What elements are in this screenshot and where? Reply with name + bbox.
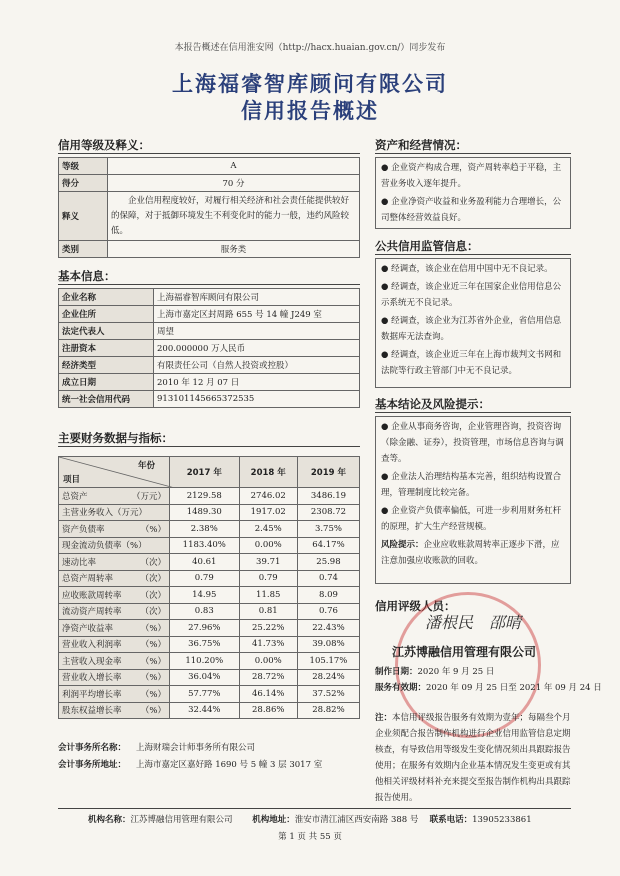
basic-label: 法定代表人 bbox=[59, 323, 154, 340]
rater-company: 江苏博融信用管理有限公司 bbox=[392, 645, 537, 659]
finance-value: 57.77% bbox=[170, 686, 240, 703]
finance-item-label bbox=[59, 537, 170, 554]
finance-item-unit: （%） bbox=[140, 706, 166, 717]
rater-signature: 潘根民 邵晴 bbox=[425, 613, 522, 632]
public-item: ● 经调查，该企业为江苏省外企业，省信用信息数据库无法查询。 bbox=[381, 316, 562, 342]
table-row bbox=[59, 289, 360, 306]
finance-table-body bbox=[59, 488, 360, 719]
report-title: 信用报告概述 bbox=[241, 98, 379, 123]
finance-value: 40.61 bbox=[170, 554, 240, 571]
note-block bbox=[375, 710, 571, 806]
table-row bbox=[59, 175, 360, 192]
basic-label: 企业名称 bbox=[59, 289, 154, 306]
rating-grade: A bbox=[108, 158, 360, 175]
finance-value: 25.98 bbox=[297, 554, 359, 571]
finance-item-label bbox=[59, 686, 170, 703]
finance-item-label bbox=[59, 636, 170, 653]
finance-item-label bbox=[59, 587, 170, 604]
finance-item-unit: （次） bbox=[140, 607, 166, 618]
assets-item: ● 企业资产构成合理，资产周转率趋于平稳，主营业务收入逐年提升。 bbox=[381, 163, 562, 189]
public-heading: 公共信用监管信息： bbox=[375, 239, 479, 253]
year-header: 2019 年 bbox=[297, 457, 359, 488]
rating-label: 得分 bbox=[59, 175, 108, 192]
rater-heading: 信用评级人员： bbox=[375, 599, 456, 613]
divider bbox=[58, 446, 360, 447]
finance-value: 2.38% bbox=[170, 521, 240, 538]
table-row bbox=[59, 323, 360, 340]
table-row bbox=[59, 587, 360, 604]
basic-value: 上海市嘉定区封周路 655 号 14 幢 J249 室 bbox=[154, 306, 360, 323]
finance-item-unit: （次） bbox=[140, 557, 166, 568]
finance-item-label bbox=[59, 702, 170, 719]
basic-label: 统一社会信用代码 bbox=[59, 391, 154, 408]
corner-item: 项目 bbox=[63, 475, 81, 485]
rating-heading: 信用等级及释义： bbox=[58, 138, 150, 152]
finance-item-unit: （%） bbox=[140, 689, 166, 700]
finance-value: 0.00% bbox=[239, 537, 297, 554]
finance-value: 0.00% bbox=[239, 653, 297, 670]
basic-label: 经济类型 bbox=[59, 357, 154, 374]
basic-label: 成立日期 bbox=[59, 374, 154, 391]
table-row bbox=[59, 686, 360, 703]
table-row bbox=[59, 702, 360, 719]
finance-value: 11.85 bbox=[239, 587, 297, 604]
finance-value: 3486.19 bbox=[297, 488, 359, 505]
divider bbox=[375, 153, 571, 154]
finance-value: 2746.02 bbox=[239, 488, 297, 505]
finance-value: 8.09 bbox=[297, 587, 359, 604]
table-row bbox=[59, 340, 360, 357]
table-row bbox=[59, 374, 360, 391]
finance-value: 1917.02 bbox=[239, 504, 297, 521]
table-row bbox=[59, 653, 360, 670]
finance-value: 0.74 bbox=[297, 570, 359, 587]
audit-addr-value: 上海市嘉定区嘉好路 1690 号 5 幢 3 层 3017 室 bbox=[136, 760, 323, 770]
table-row bbox=[59, 158, 360, 175]
public-box bbox=[375, 258, 571, 388]
basic-value: 200.000000 万人民币 bbox=[154, 340, 360, 357]
divider bbox=[375, 254, 571, 255]
finance-value: 39.71 bbox=[239, 554, 297, 571]
basic-value: 上海福睿智库顾问有限公司 bbox=[154, 289, 360, 306]
rating-category: 服务类 bbox=[108, 241, 360, 258]
finance-item-unit: （%） bbox=[140, 656, 166, 667]
finance-value: 28.86% bbox=[239, 702, 297, 719]
table-row bbox=[59, 603, 360, 620]
table-row bbox=[59, 306, 360, 323]
corner-year: 年份 bbox=[137, 461, 155, 471]
divider bbox=[375, 412, 571, 413]
corner-cell bbox=[59, 457, 170, 488]
finance-item-label bbox=[59, 669, 170, 686]
finance-value: 3.75% bbox=[297, 521, 359, 538]
finance-value: 0.81 bbox=[239, 603, 297, 620]
publication-note: 本报告概述在信用淮安网（http://hacx.huaian.gov.cn/）同步发布 bbox=[174, 43, 446, 53]
finance-value: 32.44% bbox=[170, 702, 240, 719]
table-row bbox=[59, 391, 360, 408]
finance-value: 2.45% bbox=[239, 521, 297, 538]
footer-org-value: 江苏博融信用管理有限公司 bbox=[130, 815, 233, 825]
table-row bbox=[59, 521, 360, 538]
finance-item-name: 速动比率 bbox=[62, 557, 97, 568]
public-item: ● 经调查，该企业在信用中国中无不良记录。 bbox=[381, 264, 553, 274]
validity-value: 2020 年 09 月 25 日至 2021 年 09 月 24 日 bbox=[426, 683, 602, 693]
made-date-label: 制作日期： bbox=[375, 667, 418, 677]
footer-phone-value: 13905233861 bbox=[472, 815, 532, 825]
table-row bbox=[59, 636, 360, 653]
table-row bbox=[59, 488, 360, 505]
finance-value: 2308.72 bbox=[297, 504, 359, 521]
finance-value: 1183.40% bbox=[170, 537, 240, 554]
finance-item-label bbox=[59, 521, 170, 538]
finance-item-unit: （%） bbox=[140, 623, 166, 634]
table-row bbox=[59, 669, 360, 686]
finance-item-name: 总资产周转率 bbox=[62, 574, 114, 585]
table-row bbox=[59, 554, 360, 571]
finance-item-name: 现金流动负债率（%） bbox=[62, 541, 147, 552]
finance-value: 41.73% bbox=[239, 636, 297, 653]
conclusion-item: ● 企业法人治理结构基本完善，组织结构设置合理，管理制度比较完备。 bbox=[381, 472, 562, 498]
finance-value: 36.75% bbox=[170, 636, 240, 653]
finance-item-unit: （%） bbox=[140, 673, 166, 684]
finance-item-name: 利润平均增长率 bbox=[62, 689, 122, 700]
audit-addr-label: 会计事务所地址： bbox=[58, 760, 127, 770]
finance-item-label bbox=[59, 603, 170, 620]
risk-text: 企业应收账款周转率正逐步下滑，应注意加强应收账款的回收。 bbox=[381, 540, 560, 566]
finance-value: 22.43% bbox=[297, 620, 359, 637]
finance-item-unit: （万元） bbox=[131, 491, 166, 502]
finance-item-unit: （次） bbox=[140, 590, 166, 601]
finance-value: 46.14% bbox=[239, 686, 297, 703]
finance-item-name: 营业收入增长率 bbox=[62, 673, 122, 684]
year-header: 2018 年 bbox=[239, 457, 297, 488]
finance-item-name: 总资产 bbox=[62, 491, 88, 502]
basic-value: 2010 年 12 月 07 日 bbox=[154, 374, 360, 391]
rating-table bbox=[58, 157, 360, 258]
footer-divider bbox=[58, 808, 571, 809]
finance-item-name: 应收账款周转率 bbox=[62, 590, 122, 601]
finance-item-label bbox=[59, 653, 170, 670]
finance-value: 0.79 bbox=[170, 570, 240, 587]
finance-value: 36.04% bbox=[170, 669, 240, 686]
public-item: ● 经调查，该企业近三年在上海市裁判文书网和法院等行政主管部门中无不良记录。 bbox=[381, 350, 562, 376]
finance-value: 28.72% bbox=[239, 669, 297, 686]
assets-item: ● 企业净资产收益和业务盈利能力合理增长，公司整体经营效益良好。 bbox=[381, 197, 562, 223]
finance-value: 1489.30 bbox=[170, 504, 240, 521]
audit-firm-label: 会计事务所名称： bbox=[58, 743, 127, 753]
finance-value: 2129.58 bbox=[170, 488, 240, 505]
finance-item-unit: （%） bbox=[140, 524, 166, 535]
basic-label: 企业住所 bbox=[59, 306, 154, 323]
finance-value: 25.22% bbox=[239, 620, 297, 637]
basic-heading: 基本信息： bbox=[58, 269, 116, 283]
table-row bbox=[59, 504, 360, 521]
table-row bbox=[59, 241, 360, 258]
finance-item-name: 主营业务收入（万元） bbox=[62, 508, 148, 519]
finance-item-label bbox=[59, 488, 170, 505]
basic-value: 有限责任公司（自然人投资或控股） bbox=[154, 357, 360, 374]
footer-line bbox=[88, 812, 532, 828]
note-label: 注： bbox=[375, 713, 393, 723]
made-date-value: 2020 年 9 月 25 日 bbox=[417, 667, 495, 677]
divider bbox=[58, 153, 360, 154]
table-row bbox=[59, 537, 360, 554]
public-item: ● 经调查，该企业近三年在国家企业信用信息公示系统无不良记录。 bbox=[381, 282, 562, 308]
finance-value: 14.95 bbox=[170, 587, 240, 604]
footer-addr-label: 机构地址： bbox=[252, 815, 295, 825]
finance-heading: 主要财务数据与指标： bbox=[58, 431, 173, 445]
divider bbox=[58, 284, 360, 285]
finance-item-name: 营业收入利润率 bbox=[62, 640, 122, 651]
audit-firm-value: 上海财瑞会计师事务所有限公司 bbox=[136, 743, 256, 753]
finance-item-name: 流动资产周转率 bbox=[62, 607, 122, 618]
risk-label: 风险提示： bbox=[381, 540, 424, 550]
finance-item-name: 股东权益增长率 bbox=[62, 706, 122, 717]
finance-value: 64.17% bbox=[297, 537, 359, 554]
basic-value: 913101145665372535 bbox=[154, 391, 360, 408]
rating-label: 释义 bbox=[59, 192, 108, 241]
company-title: 上海福睿智库顾问有限公司 bbox=[172, 71, 448, 96]
footer-phone-label: 联系电话： bbox=[429, 815, 473, 825]
note-text: 本信用评级报告服务有效期为壹年；每隔叁个月企业须配合报告制作机构进行企业信用监管信息定期核查，有导致信用等级发生变化情况须出具跟踪报告使用；在服务有效期内企业基本情况发生变更或有其他相关评级材料补充来提交至报告制作机构出具跟踪报告使用。 bbox=[375, 713, 571, 803]
validity-label: 服务有效期： bbox=[375, 683, 427, 693]
basic-info-table bbox=[58, 288, 360, 408]
conclusion-item: ● 企业从事商务咨询，企业管理咨询，投资咨询（除金融、证券），投资管理，市场信息咨询与调查等。 bbox=[381, 422, 564, 464]
finance-item-label bbox=[59, 504, 170, 521]
basic-label: 注册资本 bbox=[59, 340, 154, 357]
finance-value: 28.24% bbox=[297, 669, 359, 686]
table-row bbox=[59, 620, 360, 637]
footer-org-label: 机构名称： bbox=[88, 815, 131, 825]
finance-value: 27.96% bbox=[170, 620, 240, 637]
finance-value: 105.17% bbox=[297, 653, 359, 670]
finance-item-label bbox=[59, 570, 170, 587]
basic-value: 周望 bbox=[154, 323, 360, 340]
finance-value: 39.08% bbox=[297, 636, 359, 653]
finance-value: 0.79 bbox=[239, 570, 297, 587]
assets-heading: 资产和经营情况： bbox=[375, 138, 467, 152]
finance-item-label bbox=[59, 554, 170, 571]
table-row bbox=[59, 192, 360, 241]
footer-addr-value: 淮安市清江浦区西安南路 388 号 bbox=[294, 815, 419, 825]
year-header: 2017 年 bbox=[170, 457, 240, 488]
page-number: 第 1 页 共 55 页 bbox=[278, 832, 342, 842]
table-row bbox=[59, 357, 360, 374]
finance-item-unit: （%） bbox=[140, 640, 166, 651]
finance-item-name: 净资产收益率 bbox=[62, 623, 114, 634]
rating-definition: 企业信用程度较好，对履行相关经济和社会责任能提供较好的保障，对于抵御环境发生不利变化时的能力一般，违约风险较低。 bbox=[108, 192, 360, 241]
conclusion-box bbox=[375, 416, 571, 584]
finance-value: 37.52% bbox=[297, 686, 359, 703]
assets-box bbox=[375, 157, 571, 229]
finance-value: 0.83 bbox=[170, 603, 240, 620]
rating-label: 类别 bbox=[59, 241, 108, 258]
finance-value: 28.82% bbox=[297, 702, 359, 719]
finance-item-name: 主营收入现金率 bbox=[62, 656, 122, 667]
finance-item-label bbox=[59, 620, 170, 637]
rating-score: 70 分 bbox=[108, 175, 360, 192]
conclusion-item: ● 企业资产负债率偏低，可进一步利用财务杠杆的原理，扩大生产经营规模。 bbox=[381, 506, 562, 532]
conclusion-heading: 基本结论及风险提示： bbox=[375, 397, 490, 411]
finance-value: 0.76 bbox=[297, 603, 359, 620]
finance-item-name: 资产负债率 bbox=[62, 524, 105, 535]
table-row bbox=[59, 570, 360, 587]
finance-value: 110.20% bbox=[170, 653, 240, 670]
table-header-row bbox=[59, 457, 360, 488]
finance-table bbox=[58, 456, 360, 719]
finance-item-unit: （次） bbox=[140, 574, 166, 585]
rating-label: 等级 bbox=[59, 158, 108, 175]
